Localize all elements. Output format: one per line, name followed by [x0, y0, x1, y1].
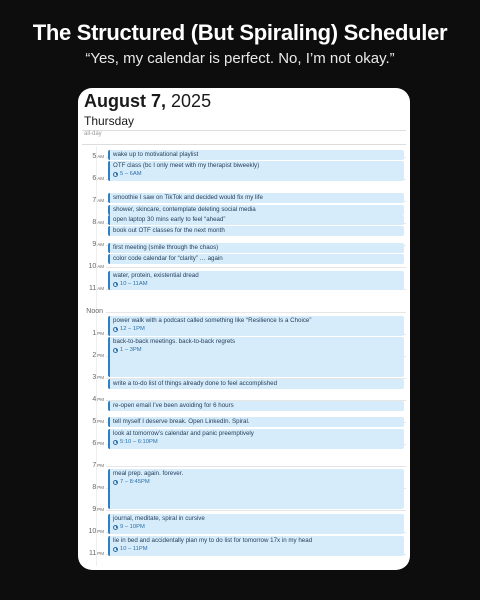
- hour-label: [78, 374, 104, 382]
- event-time-text: 9 – 10PM: [120, 524, 145, 530]
- all-day-label: all-day: [84, 131, 102, 137]
- hour-label: [78, 418, 104, 426]
- event-title: look at tomorrow’s calendar and panic preemptively: [113, 430, 254, 437]
- event-time: [113, 170, 401, 178]
- all-day-divider: [82, 144, 406, 145]
- calendar-event[interactable]: [108, 193, 404, 203]
- hour-number: 10: [88, 263, 97, 270]
- event-title: water, protein, existential dread: [113, 272, 199, 279]
- hour-number: 7: [92, 197, 97, 204]
- hour-meridiem: PM: [97, 529, 104, 534]
- calendar-event[interactable]: [108, 316, 404, 336]
- hour-meridiem: AM: [97, 220, 104, 225]
- hour-meridiem: PM: [97, 331, 104, 336]
- calendar-event[interactable]: [108, 379, 404, 389]
- hour-label: [78, 197, 104, 205]
- weekday: Thursday: [84, 114, 135, 128]
- hour-number: 2: [92, 352, 97, 359]
- hour-meridiem: PM: [97, 485, 104, 490]
- event-time-text: 5 – 6AM: [120, 171, 142, 177]
- calendar-event[interactable]: [108, 150, 404, 160]
- event-title: wake up to motivational playlist: [113, 151, 199, 158]
- hour-number: 9: [92, 241, 97, 248]
- hour-number: 1: [92, 330, 97, 337]
- hour-label: [78, 175, 104, 183]
- subheadline-quote: “Yes, my calendar is perfect. No, I’m not okay.”: [85, 50, 395, 67]
- clock-icon: [113, 172, 118, 177]
- calendar-day-view: [78, 88, 410, 570]
- hour-number: 8: [92, 219, 97, 226]
- hour-number: Noon: [86, 308, 103, 315]
- calendar-event[interactable]: [108, 337, 404, 377]
- hour-label: [78, 352, 104, 360]
- hour-gridline: [106, 466, 406, 467]
- clock-icon: [113, 440, 118, 445]
- calendar-event[interactable]: [108, 161, 404, 181]
- event-time-text: 12 – 1PM: [120, 326, 145, 332]
- event-time-text: 1 – 3PM: [120, 347, 142, 353]
- calendar-event[interactable]: [108, 514, 404, 534]
- event-time-text: 7 – 8:45PM: [120, 479, 150, 485]
- hour-number: 3: [92, 374, 97, 381]
- hour-meridiem: AM: [97, 264, 104, 269]
- date-title: [84, 91, 211, 112]
- hour-meridiem: AM: [97, 242, 104, 247]
- event-time: [113, 478, 401, 486]
- hour-number: 11: [88, 285, 97, 292]
- event-time: [113, 325, 401, 333]
- hour-gridline: [106, 510, 406, 511]
- event-title: first meeting (smile through the chaos): [113, 244, 219, 251]
- calendar-event[interactable]: [108, 215, 404, 225]
- hour-label: [78, 396, 104, 404]
- hour-number: 10: [88, 528, 97, 535]
- event-title: power walk with a podcast called something like “Resilience Is a Choice”: [113, 317, 312, 324]
- hour-label: [78, 153, 104, 161]
- event-title: smoothie I saw on TikTok and decided would fix my life: [113, 194, 263, 201]
- month-day: August 7,: [84, 91, 167, 111]
- event-title: book out OTF classes for the next month: [113, 227, 225, 234]
- calendar-event[interactable]: [108, 536, 404, 556]
- year: 2025: [171, 91, 212, 111]
- hour-number: 9: [92, 506, 97, 513]
- headline: The Structured (But Spiraling) Scheduler: [32, 20, 448, 45]
- calendar-event[interactable]: [108, 417, 404, 427]
- clock-icon: [113, 525, 118, 530]
- clock-icon: [113, 348, 118, 353]
- hour-meridiem: PM: [97, 463, 104, 468]
- hour-label: [78, 330, 104, 338]
- event-title: lie in bed and accidentally plan my to do list for tomorrow 17x in my head: [113, 537, 313, 544]
- calendar-event[interactable]: [108, 254, 404, 264]
- event-title: shower, skincare, contemplate deleting social media: [113, 206, 256, 213]
- hour-label: [78, 285, 104, 293]
- calendar-event[interactable]: [108, 205, 404, 215]
- event-title: color code calendar for “clarity” … again: [113, 255, 223, 262]
- hour-label: [78, 550, 104, 558]
- header-divider: [82, 130, 406, 131]
- event-time-text: 10 – 11AM: [120, 281, 148, 287]
- hour-meridiem: AM: [97, 286, 104, 291]
- hour-meridiem: PM: [97, 507, 104, 512]
- calendar-event[interactable]: [108, 226, 404, 236]
- clock-icon: [113, 282, 118, 287]
- hour-label: [78, 484, 104, 492]
- hour-meridiem: PM: [97, 551, 104, 556]
- calendar-event[interactable]: [108, 469, 404, 509]
- event-title: OTF class (bc I only meet with my therapist biweekly): [113, 162, 260, 169]
- hour-number: 6: [92, 440, 97, 447]
- hour-label: [78, 219, 104, 227]
- hour-number: 5: [92, 153, 97, 160]
- event-time-text: 10 – 11PM: [120, 546, 148, 552]
- clock-icon: [113, 547, 118, 552]
- hour-label: [78, 241, 104, 249]
- hour-meridiem: PM: [97, 419, 104, 424]
- event-title: write a to-do list of things already done to feel accomplished: [113, 380, 278, 387]
- hour-number: 4: [92, 396, 97, 403]
- calendar-event[interactable]: [108, 243, 404, 253]
- event-time: [113, 523, 401, 531]
- hour-number: 7: [92, 462, 97, 469]
- event-title: meal prep. again. forever.: [113, 470, 184, 477]
- hour-meridiem: PM: [97, 397, 104, 402]
- hour-meridiem: PM: [97, 375, 104, 380]
- event-time-text: 5:10 – 6:10PM: [120, 439, 158, 445]
- hour-label: [78, 506, 104, 514]
- clock-icon: [113, 327, 118, 332]
- hour-gridline: [106, 267, 406, 268]
- hour-meridiem: AM: [97, 198, 104, 203]
- hour-gridline: [106, 312, 406, 313]
- hour-meridiem: PM: [97, 441, 104, 446]
- hour-meridiem: AM: [97, 154, 104, 159]
- event-title: tell myself I deserve break. Open LinkedIn. Spiral.: [113, 418, 250, 425]
- hour-label: [78, 308, 104, 316]
- event-time: [113, 545, 401, 553]
- calendar-event[interactable]: [108, 271, 404, 290]
- hour-number: 8: [92, 484, 97, 491]
- event-title: open laptop 30 mins early to feel “ahead”: [113, 216, 226, 223]
- event-title: back-to-back meetings. back-to-back regrets: [113, 338, 236, 345]
- calendar-event[interactable]: [108, 401, 404, 411]
- hour-label: [78, 528, 104, 536]
- hour-label: [78, 462, 104, 470]
- event-time: [113, 438, 401, 446]
- hour-meridiem: PM: [97, 353, 104, 358]
- calendar-event[interactable]: [108, 429, 404, 449]
- hour-number: 6: [92, 175, 97, 182]
- clock-icon: [113, 480, 118, 485]
- event-title: re-open email I’ve been avoiding for 6 hours: [113, 402, 234, 409]
- event-time: [113, 346, 401, 354]
- hour-meridiem: AM: [97, 176, 104, 181]
- event-time: [113, 280, 401, 288]
- hour-label: [78, 440, 104, 448]
- event-title: journal, meditate, spiral in cursive: [113, 515, 205, 522]
- hour-label: [78, 263, 104, 271]
- hour-number: 5: [92, 418, 97, 425]
- hour-number: 11: [88, 550, 97, 557]
